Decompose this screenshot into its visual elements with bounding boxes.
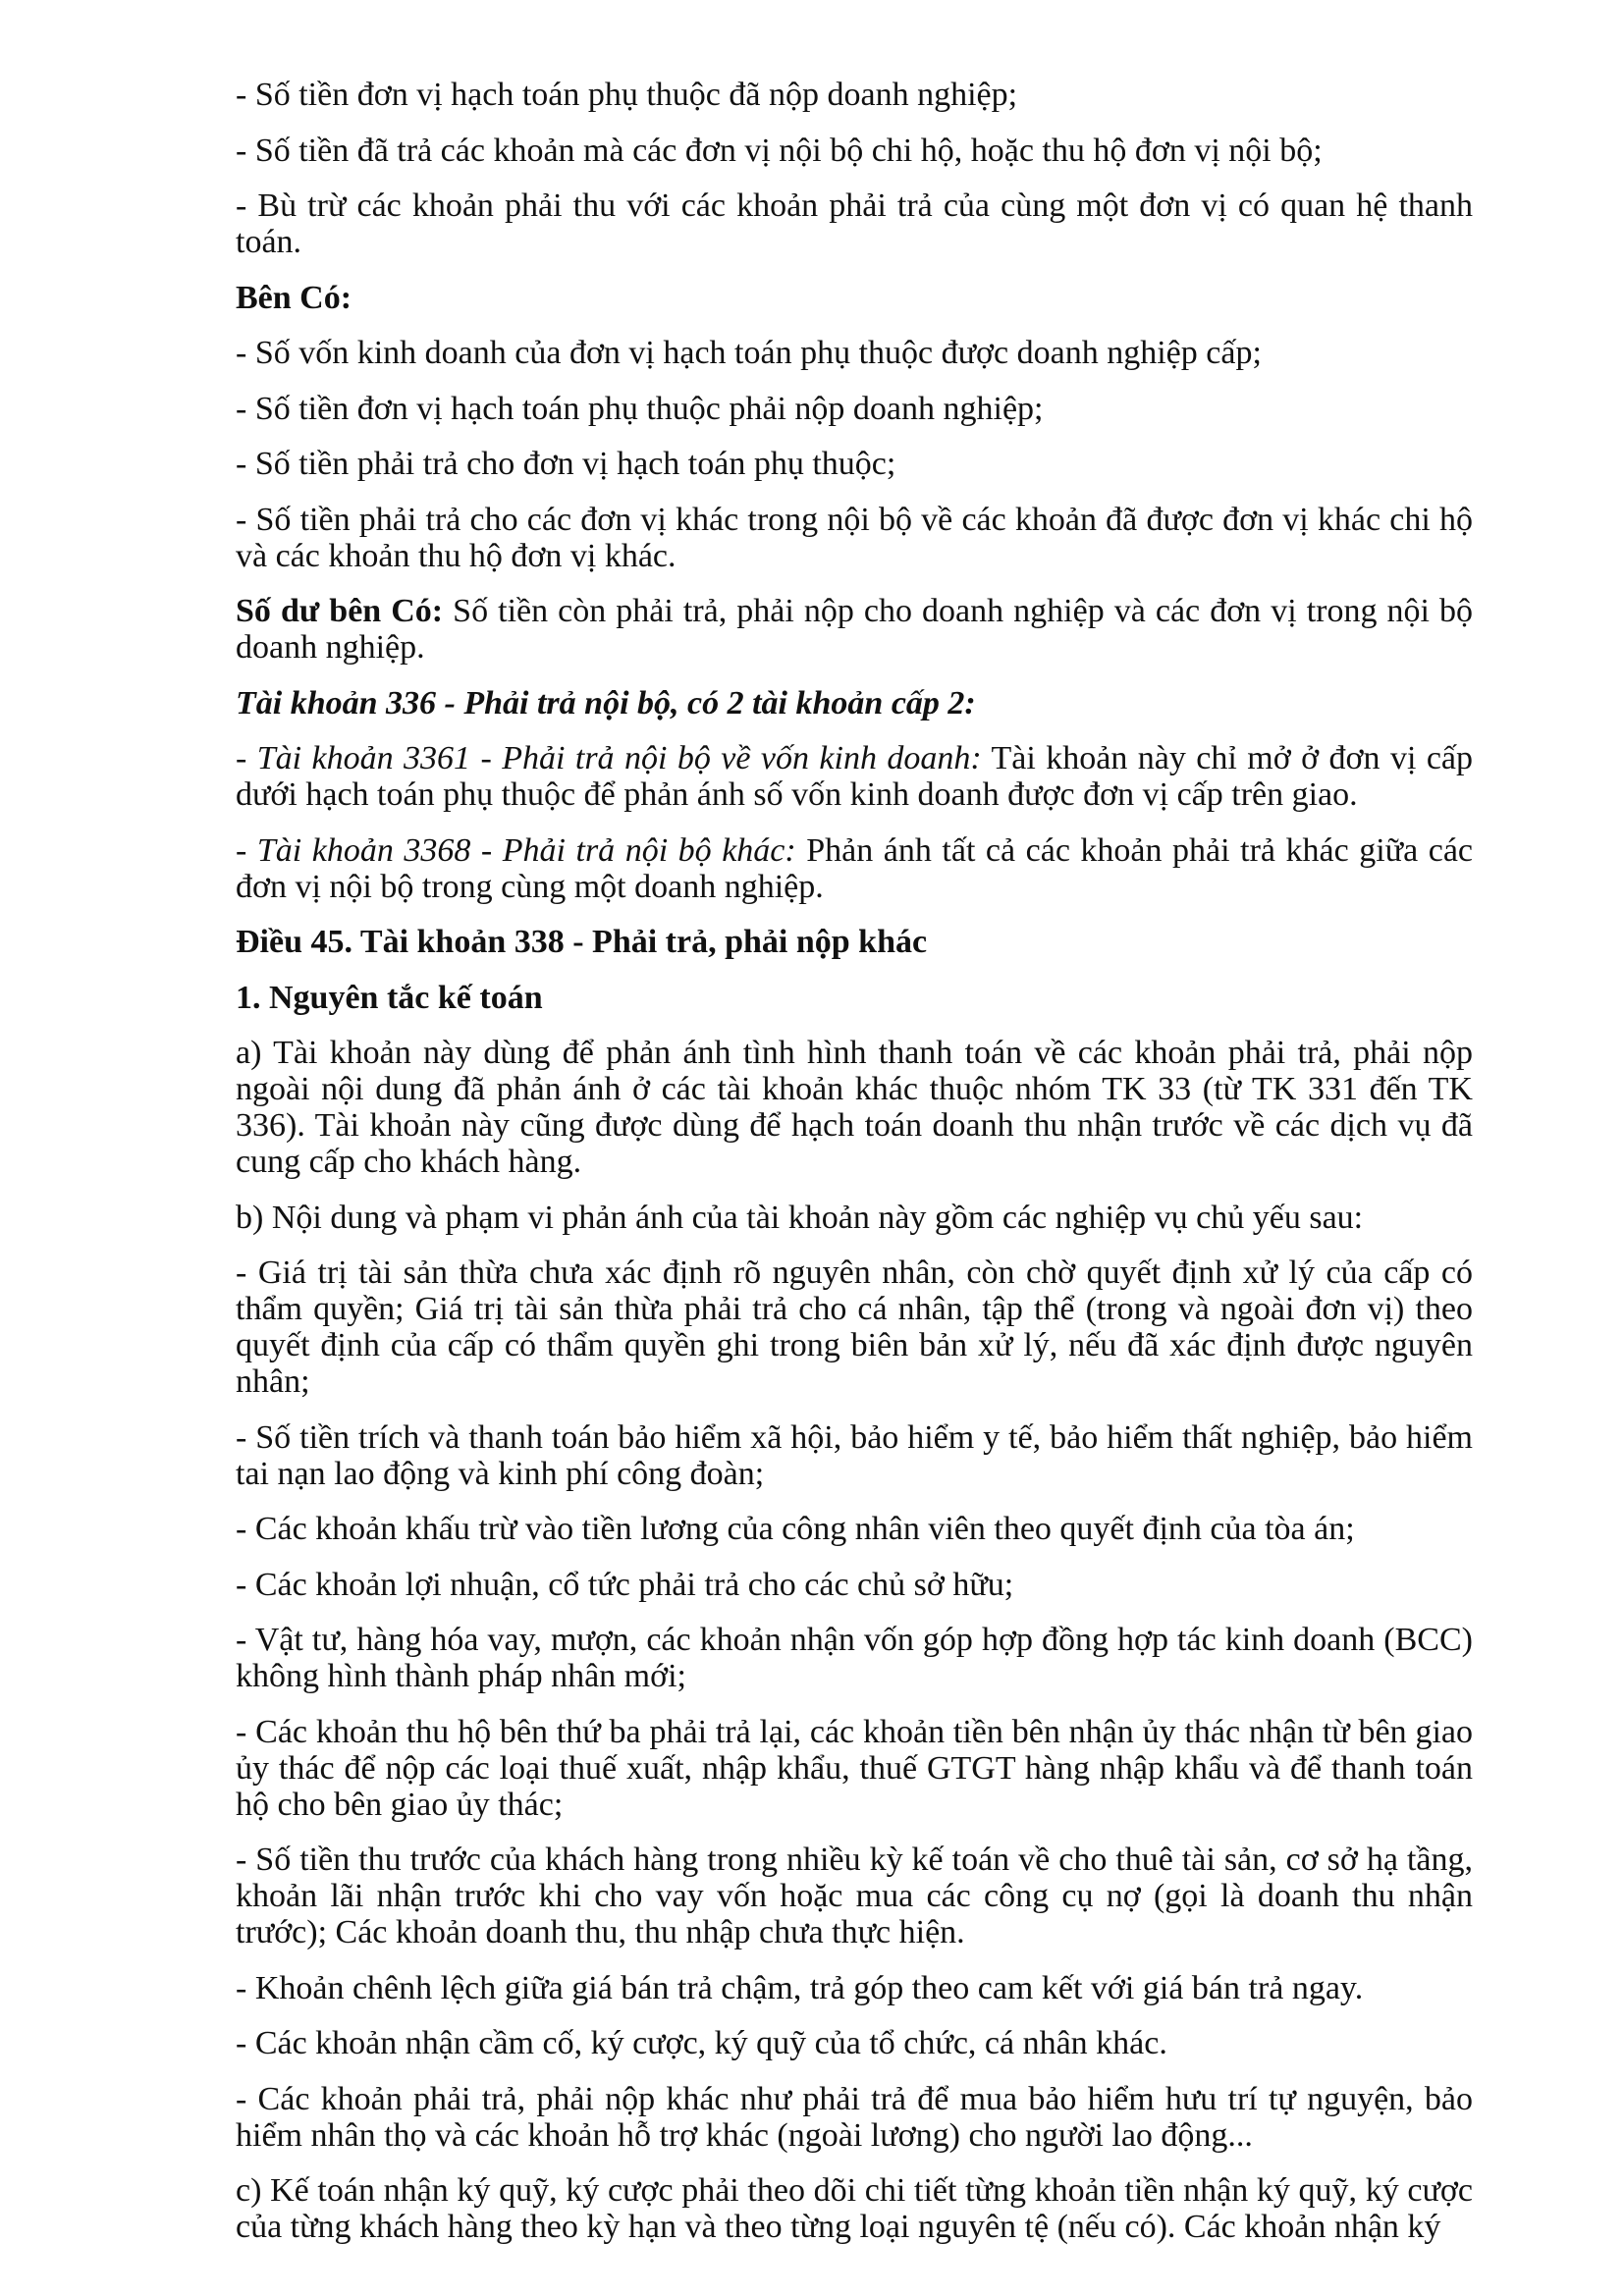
paragraph-text: - Bù trừ các khoản phải thu với các khoản phải trả của cùng một đơn vị có quan hệ thanh toán.	[236, 187, 1473, 260]
paragraph-text: - Số vốn kinh doanh của đơn vị hạch toán phụ thuộc được doanh nghiệp cấp;	[236, 335, 1262, 371]
paragraph-text: - Các khoản khấu trừ vào tiền lương của công nhân viên theo quyết định của tòa án;	[236, 1511, 1355, 1547]
paragraph-text: - Vật tư, hàng hóa vay, mượn, các khoản nhận vốn góp hợp đồng hợp tác kinh doanh (BCC) không hình thành pháp nhân mới;	[236, 1622, 1473, 1694]
paragraph	[236, 740, 1473, 813]
paragraph-text: c) Kế toán nhận ký quỹ, ký cược phải theo dõi chi tiết từng khoản tiền nhận ký quỹ, ký cược của từng khách hàng theo kỳ hạn và theo từng loại nguyên tệ (nếu có). Các khoản nhận ký	[236, 2172, 1473, 2245]
paragraph-text: - Số tiền trích và thanh toán bảo hiểm xã hội, bảo hiểm y tế, bảo hiểm thất nghiệp, bảo hiểm tai nạn lao động và kinh phí công đoàn;	[236, 1418, 1473, 1492]
paragraph	[236, 187, 1473, 260]
paragraph-text: a) Tài khoản này dùng để phản ánh tình hình thanh toán về các khoản phải trả, phải nộp ngoài nội dung đã phản ánh ở các tài khoản khác thuộc nhóm TK 33 (từ TK 331 đến TK 336). Tài khoản này cũng được dùng để hạch toán doanh thu nhận trước về các dịch vụ đã cung cấp cho khách hàng.	[236, 1035, 1473, 1180]
paragraph-text: - Các khoản nhận cầm cố, ký cược, ký quỹ của tổ chức, cá nhân khác.	[236, 2025, 1167, 2061]
paragraph	[236, 1842, 1473, 1950]
section-heading	[236, 924, 1473, 960]
paragraph-lead: - Tài khoản 3361 - Phải trả nội bộ về vốn kinh doanh:	[236, 740, 982, 776]
paragraph-text: - Số tiền thu trước của khách hàng trong nhiều kỳ kế toán về cho thuê tài sản, cơ sở hạ tầng, khoản lãi nhận trước khi cho vay vốn hoặc mua các công cụ nợ (gọi là doanh thu nhận trước); Các khoản doanh thu, thu nhập chưa thực hiện.	[236, 1842, 1473, 1950]
paragraph-text: - Giá trị tài sản thừa chưa xác định rõ nguyên nhân, còn chờ quyết định xử lý của cấp có thẩm quyền; Giá trị tài sản thừa phải trả cho cá nhân, tập thể (trong và ngoài đơn vị) theo quyết định của cấp có thẩm quyền ghi trong biên bản xử lý, nếu đã xác định được nguyên nhân;	[236, 1255, 1473, 1400]
paragraph	[236, 1714, 1473, 1823]
paragraph-text: Phản ánh tất cả các khoản phải trả khác giữa các đơn vị nội bộ trong cùng một doanh nghiệp.	[236, 831, 1473, 905]
paragraph	[236, 2172, 1473, 2245]
paragraph-lead: - Tài khoản 3368 - Phải trả nội bộ khác:	[236, 831, 796, 869]
paragraph-text: Tài khoản 336 - Phải trả nội bộ, có 2 tài khoản cấp 2:	[236, 684, 976, 721]
paragraph	[236, 133, 1473, 169]
paragraph-text: - Các khoản lợi nhuận, cổ tức phải trả cho các chủ sở hữu;	[236, 1566, 1014, 1603]
paragraph	[236, 1035, 1473, 1180]
paragraph	[236, 2081, 1473, 2154]
paragraph	[236, 1511, 1473, 1547]
paragraph-text: 1. Nguyên tắc kế toán	[236, 979, 543, 1016]
paragraph-text: b) Nội dung và phạm vi phản ánh của tài khoản này gồm các nghiệp vụ chủ yếu sau:	[236, 1199, 1364, 1236]
section-heading	[236, 280, 1473, 316]
paragraph	[236, 1567, 1473, 1603]
paragraph	[236, 1970, 1473, 2006]
paragraph-text: - Các khoản phải trả, phải nộp khác như phải trả để mua bảo hiểm hưu trí tự nguyện, bảo hiểm nhân thọ và các khoản hỗ trợ khác (ngoài lương) cho người lao động...	[236, 2080, 1473, 2154]
paragraph	[236, 502, 1473, 574]
paragraph	[236, 446, 1473, 482]
paragraph-text: Tài khoản này chỉ mở ở đơn vị cấp dưới hạch toán phụ thuộc để phản ánh số vốn kinh doanh được đơn vị cấp trên giao.	[236, 740, 1473, 813]
paragraph-text: - Số tiền phải trả cho các đơn vị khác trong nội bộ về các khoản đã được đơn vị khác chi hộ và các khoản thu hộ đơn vị khác.	[236, 501, 1473, 574]
paragraph-text: - Số tiền đơn vị hạch toán phụ thuộc phải nộp doanh nghiệp;	[236, 390, 1044, 427]
section-heading	[236, 980, 1473, 1016]
paragraph-text: - Các khoản thu hộ bên thứ ba phải trả lại, các khoản tiền bên nhận ủy thác nhận từ bên giao ủy thác để nộp các loại thuế xuất, nhập khẩu, thuế GTGT hàng nhập khẩu và để thanh toán hộ cho bên giao ủy thác;	[236, 1713, 1473, 1823]
paragraph	[236, 335, 1473, 371]
paragraph	[236, 1200, 1473, 1236]
paragraph-text: Số tiền còn phải trả, phải nộp cho doanh nghiệp và các đơn vị trong nội bộ doanh nghiệp.	[236, 593, 1473, 666]
paragraph-text: - Số tiền đã trả các khoản mà các đơn vị nội bộ chi hộ, hoặc thu hộ đơn vị nội bộ;	[236, 132, 1323, 169]
paragraph-text: Bên Có:	[236, 279, 352, 316]
paragraph-text: Điều 45. Tài khoản 338 - Phải trả, phải nộp khác	[236, 924, 928, 960]
paragraph	[236, 1255, 1473, 1400]
paragraph	[236, 593, 1473, 666]
section-heading	[236, 685, 1473, 721]
document-page	[236, 77, 1473, 2265]
paragraph-text: - Số tiền đơn vị hạch toán phụ thuộc đã nộp doanh nghiệp;	[236, 77, 1018, 113]
paragraph	[236, 391, 1473, 427]
paragraph	[236, 77, 1473, 113]
paragraph-text: - Số tiền phải trả cho đơn vị hạch toán phụ thuộc;	[236, 446, 896, 482]
paragraph	[236, 1622, 1473, 1694]
paragraph	[236, 1419, 1473, 1492]
paragraph-text: - Khoản chênh lệch giữa giá bán trả chậm, trả góp theo cam kết với giá bán trả ngay.	[236, 1969, 1364, 2006]
paragraph	[236, 2025, 1473, 2061]
paragraph	[236, 832, 1473, 905]
paragraph-lead: Số dư bên Có:	[236, 593, 444, 629]
